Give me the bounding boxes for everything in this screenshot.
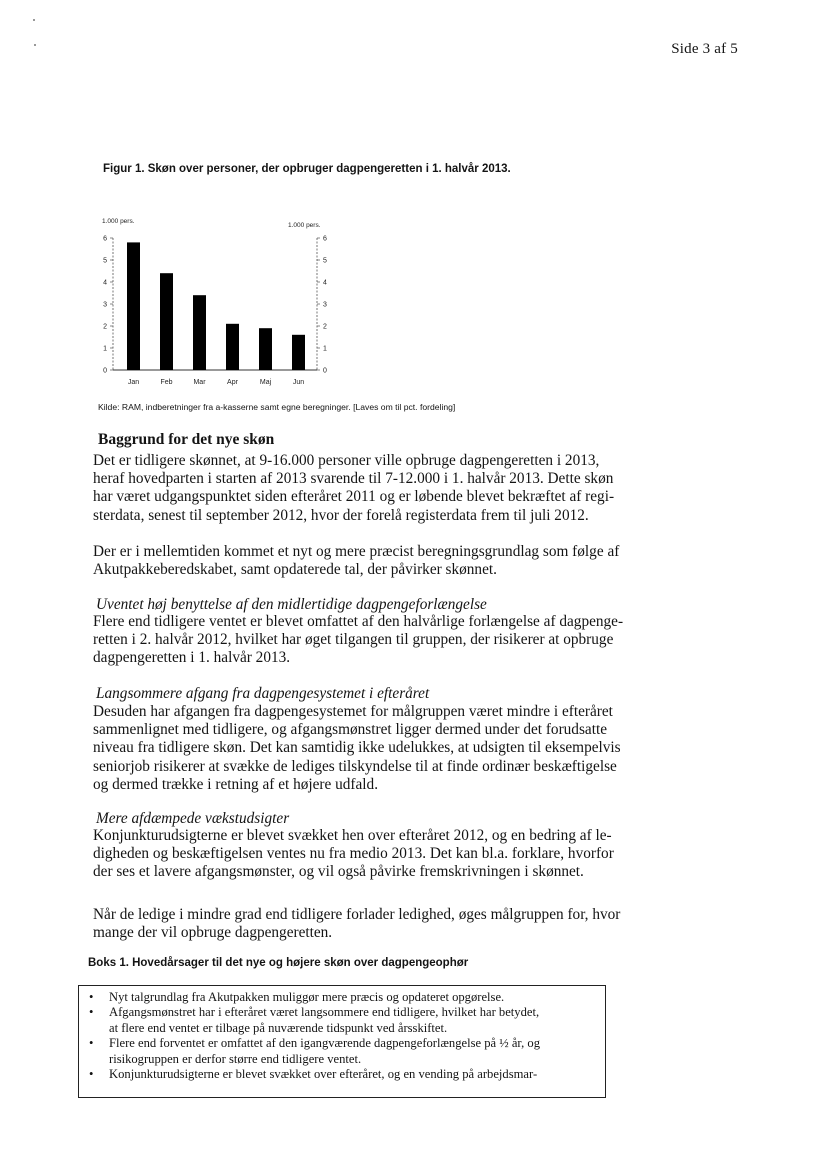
x-tick-label: Feb bbox=[160, 379, 173, 386]
y-tick-label-left: 1 bbox=[103, 345, 107, 353]
y-tick-label-right: 6 bbox=[323, 235, 327, 243]
text-line: og dermed trække i retning af et højere udfald. bbox=[93, 775, 379, 793]
bar bbox=[292, 335, 305, 370]
subheading-3: Mere afdæmpede vækstudsigter bbox=[96, 810, 290, 827]
text-line: risikogruppen er derfor større end tidligere ventet. bbox=[109, 1051, 362, 1066]
x-tick-label: Maj bbox=[259, 379, 272, 386]
box-list-item bbox=[89, 990, 605, 1005]
box-list-item bbox=[89, 1036, 605, 1067]
y-tick-label-left: 2 bbox=[103, 323, 107, 331]
paragraph-6 bbox=[93, 906, 633, 942]
box-list-item bbox=[89, 1005, 605, 1036]
bullet-icon: • bbox=[89, 990, 94, 1004]
chart-axes bbox=[113, 238, 317, 370]
paragraph-5 bbox=[93, 827, 633, 882]
text-line: har været udgangspunktet siden efteråret 2011 og er løbende blevet bekræftet af regi- bbox=[93, 488, 615, 506]
text-line: dagpengeretten i 1. halvår 2013. bbox=[93, 649, 291, 667]
text-line: retten i 2. halvår 2012, hvilket har øget tilgangen til gruppen, der risikerer at opbruge bbox=[93, 631, 614, 649]
bullet-icon: • bbox=[89, 1036, 94, 1051]
text-line: Konjunkturudsigterne er blevet svækket over efteråret, og en vending på arbejdsmar- bbox=[109, 1067, 538, 1082]
text-line: mange der vil opbruge dagpengeretten. bbox=[93, 924, 333, 942]
y-tick-label-right: 3 bbox=[323, 301, 327, 309]
text-line: Flere end forventet er omfattet af den igangværende dagpengeforlængelse på ½ år, og bbox=[109, 1036, 541, 1051]
text-line: Akutpakkeberedskabet, samt opdaterede tal, der påvirker skønnet. bbox=[93, 561, 497, 579]
bar bbox=[127, 242, 140, 370]
bar bbox=[160, 273, 173, 370]
subheading-2: Langsommere afgang fra dagpengesystemet i efteråret bbox=[96, 685, 430, 702]
y-tick-label-left: 5 bbox=[103, 257, 107, 265]
figure-caption: Figur 1. Skøn over personer, der opbruger dagpengeretten i 1. halvår 2013. bbox=[103, 163, 511, 175]
bar bbox=[226, 324, 239, 370]
y-tick-label-right: 5 bbox=[323, 257, 327, 265]
paragraph-1 bbox=[93, 452, 633, 525]
x-tick-label: Jun bbox=[292, 379, 305, 386]
text-line: niveau fra tidligere skøn. Det kan samtidig ikke udelukkes, at udsigten til eksempelvis bbox=[93, 739, 621, 757]
y-tick-label-left: 6 bbox=[103, 235, 107, 243]
y-axis-label-right: 1.000 pers. bbox=[288, 222, 321, 229]
y-tick-label-right: 1 bbox=[323, 345, 327, 353]
y-axis-label-left: 1.000 pers. bbox=[102, 218, 135, 225]
chart-bars bbox=[127, 242, 305, 370]
box-bottom-border bbox=[78, 1097, 605, 1098]
bullet-icon: • bbox=[89, 1067, 94, 1082]
text-line: Der er i mellemtiden kommet et nyt og mere præcist beregningsgrundlag som følge af bbox=[93, 543, 620, 560]
text-line: Afgangsmønstret har i efteråret været langsommere end tidligere, hvilket har betydet, bbox=[109, 1005, 540, 1020]
box-list bbox=[79, 986, 605, 1082]
y-tick-label-right: 2 bbox=[323, 323, 327, 331]
info-box bbox=[78, 985, 606, 1098]
page-number: Side 3 af 5 bbox=[671, 41, 738, 57]
paragraph-3 bbox=[93, 613, 633, 668]
scan-speck bbox=[33, 19, 35, 21]
scan-speck bbox=[34, 44, 36, 46]
text-line: Konjunkturudsigterne er blevet svækket hen over efteråret 2012, og en bedring af le- bbox=[93, 827, 612, 844]
bar-chart bbox=[88, 212, 338, 390]
bar bbox=[193, 295, 206, 370]
x-tick-label: Mar bbox=[193, 379, 206, 386]
y-tick-label-left: 4 bbox=[103, 279, 107, 287]
text-line: Når de ledige i mindre grad end tidligere forlader ledighed, øges målgruppen for, hvor bbox=[93, 906, 621, 923]
text-line: at flere end ventet er tilbage på nuværende tidspunkt ved årsskiftet. bbox=[109, 1020, 448, 1035]
subheading-1: Uventet høj benyttelse af den midlertidige dagpengeforlængelse bbox=[96, 596, 487, 613]
box-title: Boks 1. Hovedårsager til det nye og højere skøn over dagpengeophør bbox=[88, 957, 469, 969]
text-line: sterdata, senest til september 2012, hvor der forelå registerdata frem til juli 2012. bbox=[93, 506, 589, 524]
text-line: der ses et lavere afgangsmønster, og vil også påvirke fremskrivningen i skønnet. bbox=[93, 863, 584, 881]
text-line: sammenlignet med tidligere, og afgangsmønstret ligger dermed under det forudsatte bbox=[93, 721, 607, 739]
box-list-item bbox=[89, 1067, 605, 1082]
bar bbox=[259, 328, 272, 370]
y-tick-label-left: 3 bbox=[103, 301, 107, 309]
text-line: Nyt talgrundlag fra Akutpakken muliggør mere præcis og opdateret opgørelse. bbox=[109, 990, 505, 1004]
figure-source: Kilde: RAM, indberetninger fra a-kasserne samt egne beregninger. [Laves om til pct. fordeling] bbox=[98, 402, 456, 412]
x-tick-label: Jan bbox=[127, 379, 140, 386]
text-line: Det er tidligere skønnet, at 9-16.000 personer ville opbruge dagpengeretten i 2013, bbox=[93, 452, 600, 469]
text-line: digheden og beskæftigelsen ventes nu fra medio 2013. Det kan bl.a. forklare, hvorfor bbox=[93, 845, 614, 863]
x-tick-label: Apr bbox=[227, 379, 238, 386]
text-line: seniorjob risikerer at svække de lediges tilskyndelse til at finde ordinær beskæftigelse bbox=[93, 757, 617, 775]
paragraph-2 bbox=[93, 543, 633, 579]
text-line: Flere end tidligere ventet er blevet omfattet af den halvårlige forlængelse af dagpenge- bbox=[93, 613, 624, 630]
text-line: heraf hovedparten i starten af 2013 svarende til 7-12.000 i 1. halvår 2013. Dette skøn bbox=[93, 470, 614, 488]
text-line: Desuden har afgangen fra dagpengesystemet for målgruppen været mindre i efteråret bbox=[93, 703, 613, 720]
y-tick-label-left: 0 bbox=[103, 367, 107, 375]
paragraph-4 bbox=[93, 703, 633, 794]
section-heading: Baggrund for det nye skøn bbox=[98, 431, 275, 448]
y-tick-label-right: 0 bbox=[323, 367, 327, 375]
y-tick-label-right: 4 bbox=[323, 279, 327, 287]
bullet-icon: • bbox=[89, 1005, 94, 1020]
